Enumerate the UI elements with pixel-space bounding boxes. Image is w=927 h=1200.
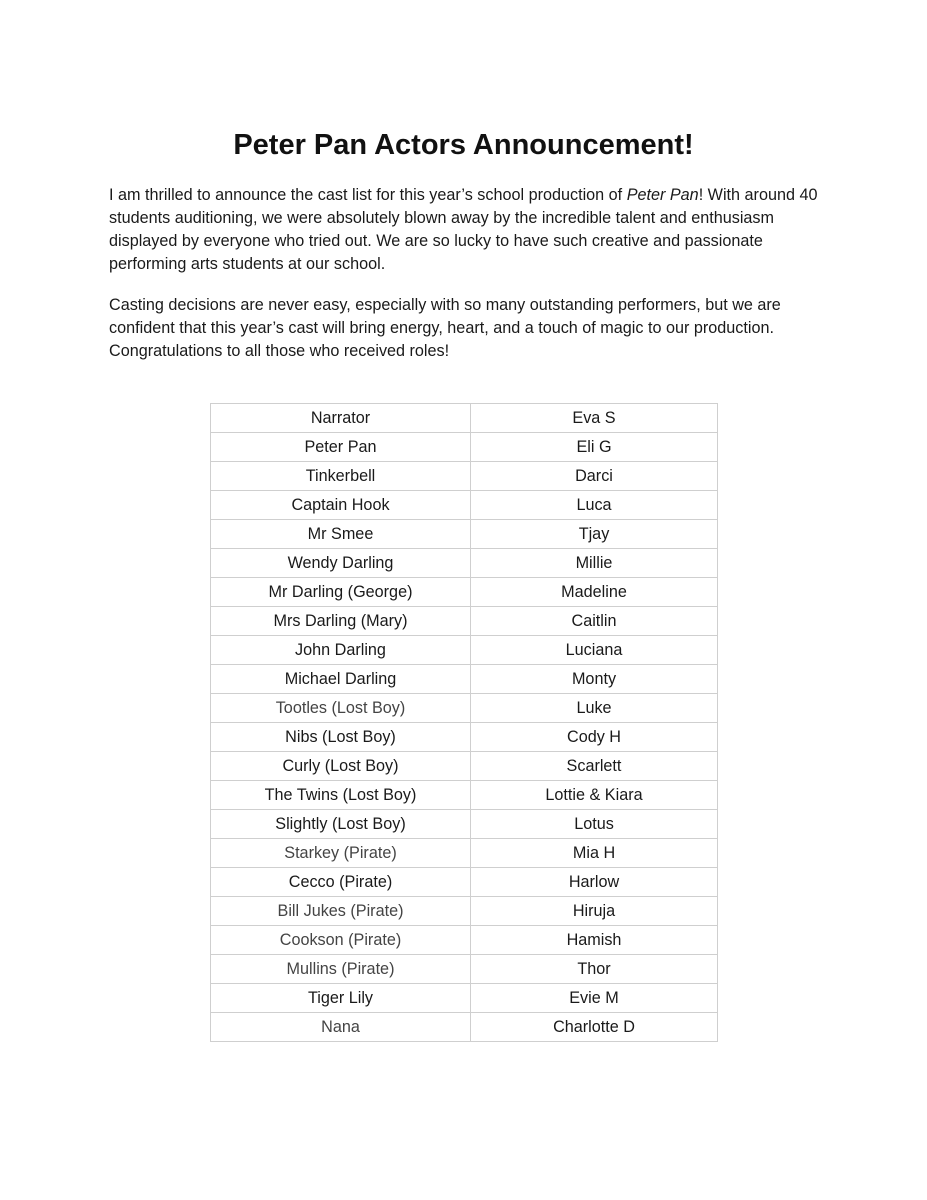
casting-paragraph: Casting decisions are never easy, especially with so many outstanding performers, but we are confident that this year’s cast will bring energy, heart, and a touch of magic to our production. Congratulations to all those who received roles! [109,296,781,360]
table-row [211,839,718,868]
role-cell: Narrator [211,404,471,433]
actor-cell: Millie [471,549,718,578]
role-cell: Nana [211,1013,471,1042]
table-row [211,955,718,984]
table-row [211,578,718,607]
role-cell: Peter Pan [211,433,471,462]
actor-cell: Monty [471,665,718,694]
cast-table [210,403,718,1042]
table-row [211,984,718,1013]
table-row [211,1013,718,1042]
actor-cell: Harlow [471,868,718,897]
intro-text-start: I am thrilled to announce the cast list for this year’s school production of [109,186,627,204]
actor-cell: Evie M [471,984,718,1013]
table-row [211,404,718,433]
table-row [211,723,718,752]
page-title: Peter Pan Actors Announcement! [233,129,694,161]
table-row [211,607,718,636]
actor-cell: Mia H [471,839,718,868]
actor-cell: Cody H [471,723,718,752]
table-row [211,665,718,694]
table-row [211,491,718,520]
role-cell: The Twins (Lost Boy) [211,781,471,810]
intro-text-end: ! With around 40 students auditioning, we were absolutely blown away by the incredible talent and enthusiasm displayed by everyone who tried out. We are so lucky to have such creative and passionate performing arts students at our school. [109,186,818,273]
role-cell: Mr Smee [211,520,471,549]
role-cell: Mr Darling (George) [211,578,471,607]
role-cell: Cecco (Pirate) [211,868,471,897]
table-row [211,636,718,665]
role-cell: Nibs (Lost Boy) [211,723,471,752]
role-cell: Michael Darling [211,665,471,694]
actor-cell: Hamish [471,926,718,955]
table-row [211,868,718,897]
actor-cell: Luciana [471,636,718,665]
table-row [211,433,718,462]
table-row [211,781,718,810]
table-row [211,694,718,723]
actor-cell: Lotus [471,810,718,839]
role-cell: Bill Jukes (Pirate) [211,897,471,926]
actor-cell: Luca [471,491,718,520]
actor-cell: Caitlin [471,607,718,636]
role-cell: Slightly (Lost Boy) [211,810,471,839]
actor-cell: Thor [471,955,718,984]
actor-cell: Eli G [471,433,718,462]
role-cell: Starkey (Pirate) [211,839,471,868]
table-row [211,462,718,491]
intro-paragraph [109,184,821,276]
table-row [211,897,718,926]
table-row [211,520,718,549]
actor-cell: Madeline [471,578,718,607]
actor-cell: Hiruja [471,897,718,926]
table-row [211,810,718,839]
actor-cell: Luke [471,694,718,723]
table-row [211,752,718,781]
role-cell: Tootles (Lost Boy) [211,694,471,723]
table-row [211,926,718,955]
actor-cell: Scarlett [471,752,718,781]
role-cell: Mullins (Pirate) [211,955,471,984]
role-cell: Tiger Lily [211,984,471,1013]
actor-cell: Charlotte D [471,1013,718,1042]
role-cell: Tinkerbell [211,462,471,491]
production-title: Peter Pan [626,186,699,204]
role-cell: Cookson (Pirate) [211,926,471,955]
actor-cell: Lottie & Kiara [471,781,718,810]
role-cell: Captain Hook [211,491,471,520]
actor-cell: Tjay [471,520,718,549]
role-cell: Mrs Darling (Mary) [211,607,471,636]
actor-cell: Eva S [471,404,718,433]
role-cell: Curly (Lost Boy) [211,752,471,781]
actor-cell: Darci [471,462,718,491]
role-cell: Wendy Darling [211,549,471,578]
table-row [211,549,718,578]
role-cell: John Darling [211,636,471,665]
